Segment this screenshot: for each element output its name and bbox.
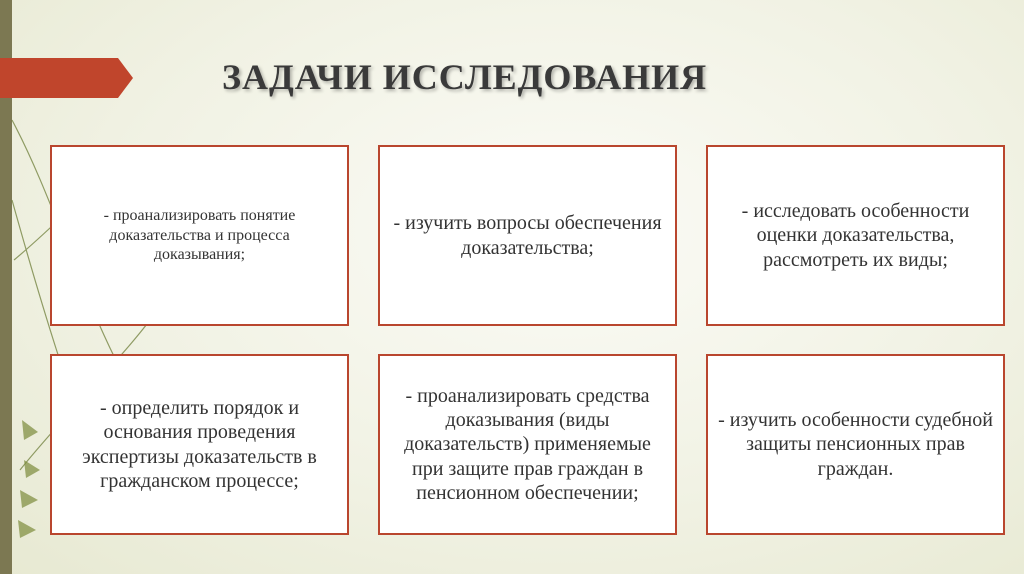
task-text-4: - определить порядок и основания проведения экспертизы доказательств в гражданском процессе;: [82, 396, 317, 492]
task-box-2: [378, 145, 677, 326]
task-box-1: [50, 145, 349, 326]
task-text-1: - проанализировать понятие доказательства и процесса доказывания;: [103, 207, 296, 264]
task-box-3: [706, 145, 1005, 326]
task-box-5: [378, 354, 677, 535]
task-text-3: - исследовать особенности оценки доказательства, рассмотреть их виды;: [741, 199, 970, 271]
task-text-2: - изучить вопросы обеспечения доказательства;: [393, 212, 662, 259]
task-text-5: - проанализировать средства доказывания (виды доказательств) применяемые при защите прав граждан в пенсионном обеспечении;: [404, 384, 651, 505]
slide-title: ЗАДАЧИ ИССЛЕДОВАНИЯ: [222, 57, 708, 97]
task-text-6: - изучить особенности судебной защиты пенсионных прав граждан.: [718, 408, 993, 480]
task-box-6: [706, 354, 1005, 535]
task-box-4: [50, 354, 349, 535]
title-arrow-tab: [0, 58, 133, 98]
